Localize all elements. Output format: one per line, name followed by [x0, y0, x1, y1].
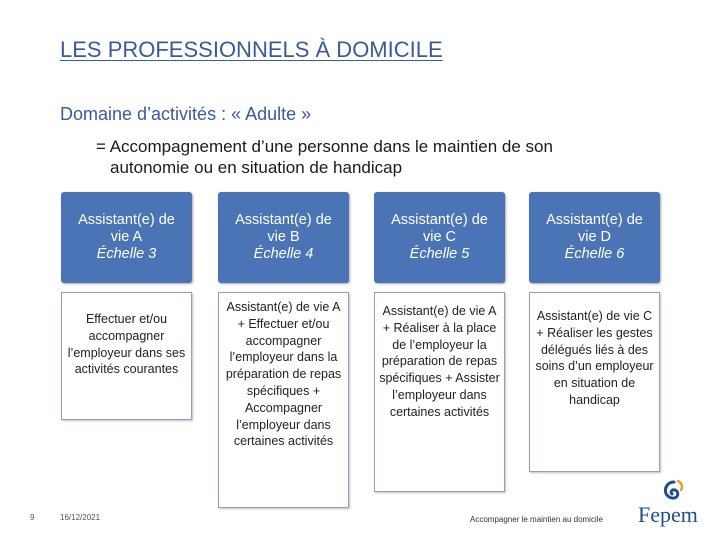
- card-description-b: Assistant(e) de vie A + Effectuer et/ou accompagner l’employeur dans la préparation de repas spécifiques + Accompagner l’employeur dans certaines activités: [218, 292, 349, 508]
- card-role: Assistant(e) de vie C: [391, 212, 488, 245]
- logo-wordmark: Fepem: [638, 502, 698, 527]
- logo-swirl-icon: [628, 478, 708, 504]
- card-header-c: [374, 192, 505, 283]
- card-scale: Échelle 5: [409, 246, 470, 262]
- definition-line-2: autonomie ou en situation de handicap: [110, 158, 403, 177]
- page-title: LES PROFESSIONNELS À DOMICILE: [60, 37, 443, 62]
- card-header-d: [529, 192, 660, 283]
- card-role: Assistant(e) de vie A: [78, 212, 175, 245]
- footer-caption: Accompagner le maintien au domicile: [470, 515, 603, 524]
- card-header-b: [218, 192, 349, 283]
- card-role: Assistant(e) de vie B: [235, 212, 332, 245]
- definition-line-1: = Accompagnement d’une personne dans le maintien de son: [96, 137, 553, 156]
- card-scale: Échelle 3: [96, 246, 157, 262]
- card-role: Assistant(e) de vie D: [546, 212, 643, 245]
- fepem-logo: [628, 478, 708, 528]
- card-description-a: Effectuer et/ou accompagner l’employeur dans ses activités courantes: [61, 292, 192, 420]
- card-scale: Échelle 4: [253, 246, 314, 262]
- card-scale: Échelle 6: [564, 246, 625, 262]
- page-number: 9: [30, 513, 35, 522]
- footer-date: 16/12/2021: [60, 513, 101, 522]
- card-description-d: Assistant(e) de vie C + Réaliser les gestes délégués liés à des soins d’un employeur en situation de handicap: [529, 292, 660, 472]
- card-header-a: [61, 192, 192, 283]
- domain-subtitle: Domaine d’activités : « Adulte »: [60, 104, 312, 124]
- domain-definition: [96, 136, 696, 178]
- card-description-c: Assistant(e) de vie A + Réaliser à la place de l’employeur la préparation de repas spécifiques + Assister l’employeur dans certaines activités: [374, 292, 505, 492]
